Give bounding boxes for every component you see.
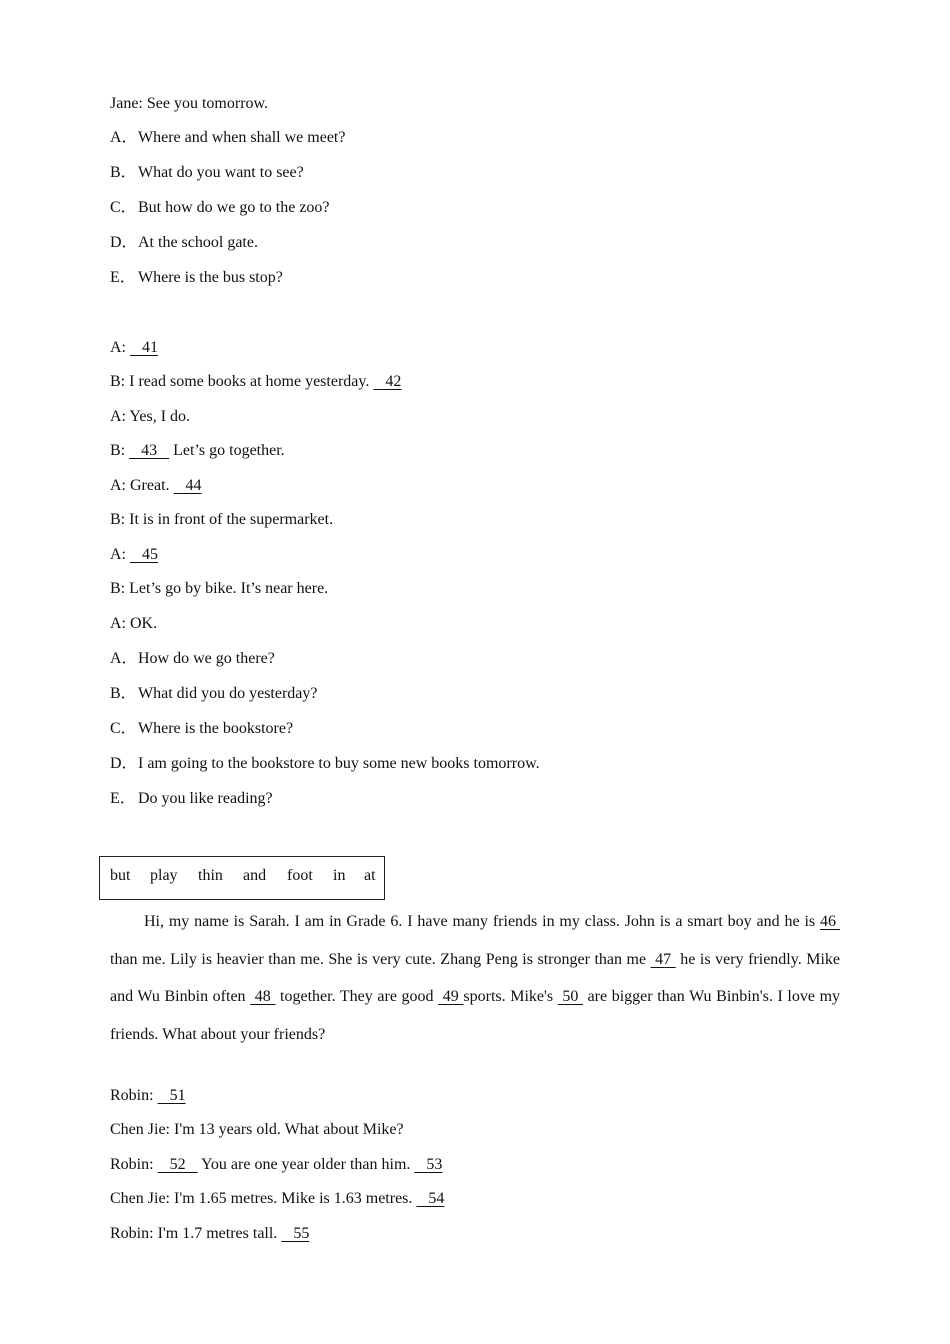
option-e — [110, 789, 273, 809]
dialogue-line — [110, 1189, 444, 1209]
option-b — [110, 163, 304, 183]
option-letter: E． — [110, 269, 136, 286]
blank-55: 55 — [281, 1225, 310, 1242]
option-letter: A． — [110, 650, 138, 667]
option-letter: B． — [110, 685, 137, 702]
dialogue-line — [110, 441, 285, 461]
option-a — [110, 128, 345, 148]
blank-46: 46 — [820, 913, 840, 930]
blank-48: 48 — [250, 988, 276, 1005]
dialogue-line: B: It is in front of the supermarket. — [110, 511, 334, 528]
dialogue-line — [110, 338, 158, 358]
word-bank-item: and — [243, 867, 267, 884]
blank-41: 41 — [130, 339, 158, 356]
option-text: What did you do yesterday? — [138, 685, 318, 702]
option-letter: A． — [110, 129, 138, 146]
passage-text: he is very friendly. Mike and Wu Binbin often — [110, 950, 841, 1005]
dialogue-line: A: Yes, I do. — [110, 408, 191, 425]
option-c — [110, 198, 330, 218]
option-text: How do we go there? — [138, 650, 275, 667]
dialogue-line: B: Let’s go by bike. It’s near here. — [110, 580, 329, 597]
blank-45: 45 — [130, 546, 158, 563]
option-text: What do you want to see? — [138, 164, 304, 181]
option-letter: E． — [110, 790, 136, 807]
speaker: B: — [110, 442, 130, 459]
line-text: B: I read some books at home yesterday. — [110, 373, 374, 390]
blank-49: 49 — [438, 988, 464, 1005]
passage-text: sports. Mike's — [463, 988, 558, 1005]
line-text: Robin: I'm 1.7 metres tall. — [110, 1225, 282, 1242]
speaker: Robin: — [110, 1087, 158, 1104]
option-text: At the school gate. — [138, 234, 258, 251]
speaker: Robin: — [110, 1156, 158, 1173]
blank-42: 42 — [373, 373, 402, 390]
word-bank — [99, 856, 385, 900]
word-bank-item: at — [364, 867, 376, 884]
option-d — [110, 754, 540, 774]
speaker: A: — [110, 339, 130, 356]
option-text: I am going to the bookstore to buy some new books tomorrow. — [138, 755, 540, 772]
dialogue-line — [110, 545, 158, 565]
word-bank-item: in — [333, 867, 346, 884]
line-text: Chen Jie: I'm 1.65 metres. Mike is 1.63 metres. — [110, 1190, 417, 1207]
option-letter: B． — [110, 164, 137, 181]
dialogue-line: A: OK. — [110, 615, 158, 632]
blank-44: 44 — [173, 477, 202, 494]
blank-52: 52 — [157, 1156, 198, 1173]
option-d — [110, 233, 258, 253]
cloze-passage — [110, 903, 840, 1053]
line-text: Let’s go together. — [169, 442, 285, 459]
blank-47: 47 — [650, 950, 676, 968]
option-text: Where and when shall we meet? — [138, 129, 346, 146]
dialogue-line — [110, 476, 202, 496]
passage-text: together. They are good — [275, 988, 439, 1005]
word-bank-item: but — [110, 867, 131, 884]
option-text: Where is the bus stop? — [138, 269, 283, 286]
blank-54: 54 — [416, 1190, 445, 1207]
speaker: A: — [110, 546, 130, 563]
word-bank-item: play — [150, 867, 178, 884]
passage-text: are bigger than Wu Binbin's. I love my friends. What about your friends? — [110, 988, 841, 1043]
option-text: Do you like reading? — [138, 790, 273, 807]
option-letter: C． — [110, 199, 137, 216]
option-letter: C． — [110, 720, 137, 737]
word-bank-item: thin — [198, 867, 223, 884]
blank-53: 53 — [414, 1156, 443, 1173]
blank-43: 43 — [129, 442, 170, 459]
line-text: You are one year older than him. — [197, 1156, 415, 1173]
option-e — [110, 268, 283, 288]
dialogue-line — [110, 1155, 442, 1175]
line-text: A: Great. — [110, 477, 174, 494]
dialogue-line — [110, 372, 401, 392]
dialogue-line — [110, 1086, 186, 1106]
option-letter: D． — [110, 234, 138, 251]
dialogue-line — [110, 1224, 309, 1244]
option-letter: D． — [110, 755, 138, 772]
option-c — [110, 719, 293, 739]
passage-text: Hi, my name is Sarah. I am in Grade 6. I have many friends in my class. John is a smart boy and he is — [144, 913, 820, 930]
option-a — [110, 649, 275, 669]
option-text: But how do we go to the zoo? — [138, 199, 330, 216]
dialogue-closing-line: Jane: See you tomorrow. — [110, 95, 269, 112]
word-bank-item: foot — [287, 867, 313, 884]
dialogue-line: Chen Jie: I'm 13 years old. What about Mike? — [110, 1121, 404, 1138]
passage-text: than me. Lily is heavier than me. She is very cute. Zhang Peng is stronger than me — [110, 950, 651, 968]
option-b — [110, 684, 318, 704]
option-text: Where is the bookstore? — [138, 720, 294, 737]
blank-50: 50 — [557, 988, 583, 1005]
blank-51: 51 — [157, 1087, 186, 1104]
